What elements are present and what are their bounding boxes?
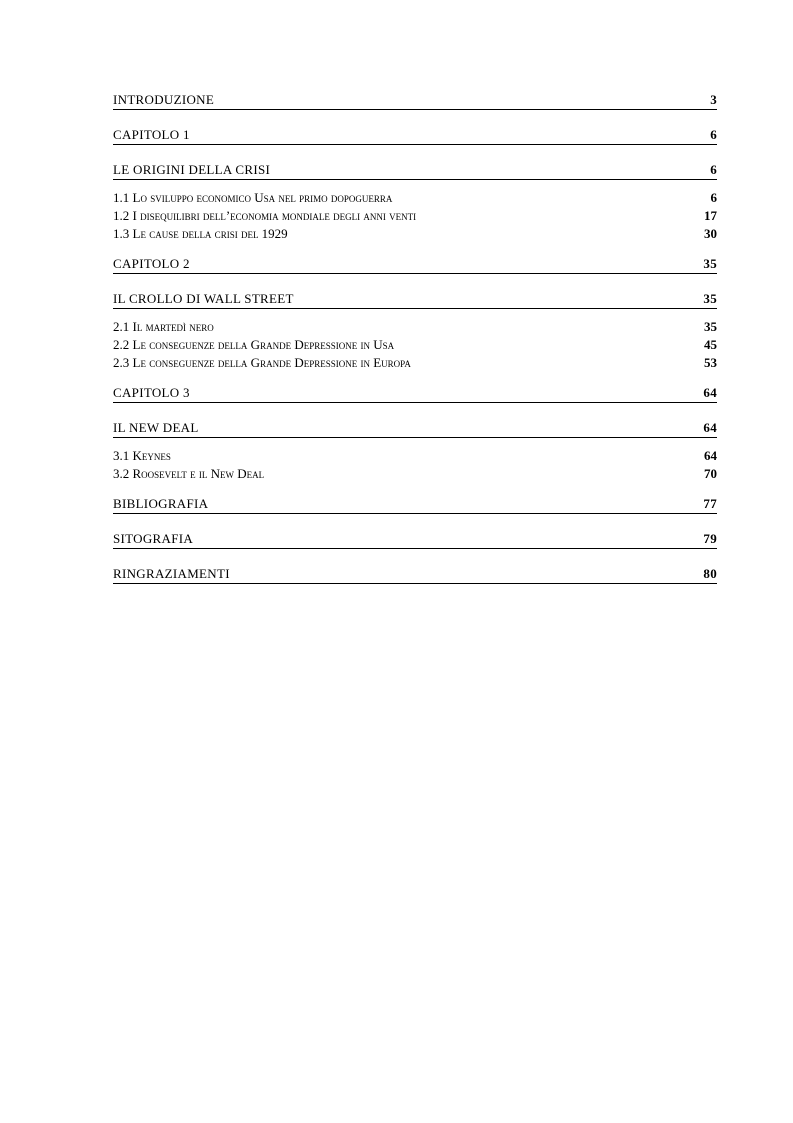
- toc-entry-page: 79: [703, 531, 717, 546]
- toc-subentry-3-2[interactable]: [113, 465, 717, 483]
- toc-entry-page: 70: [704, 466, 717, 481]
- toc-subentry-2-2[interactable]: [113, 336, 717, 354]
- toc-entry-title: IL CROLLO DI WALL STREET: [113, 291, 294, 306]
- toc-subentry-1-1[interactable]: [113, 189, 717, 207]
- toc-entry-title: RINGRAZIAMENTI: [113, 566, 230, 581]
- toc-entry-page: 17: [704, 208, 717, 223]
- toc-entry-page: 80: [703, 566, 717, 581]
- toc-entry-title: CAPITOLO 2: [113, 256, 190, 271]
- toc-subentry-1-2[interactable]: [113, 207, 717, 225]
- toc-entry-title: 1.2 I disequilibri dell’economia mondiale degli anni venti: [113, 208, 417, 223]
- toc-entry-page: 77: [703, 496, 717, 511]
- toc-entry-title: 2.3 Le conseguenze della Grande Depressione in Europa: [113, 355, 411, 370]
- toc-entry-capitolo-1[interactable]: [113, 127, 717, 145]
- toc-entry-page: 3: [710, 92, 717, 107]
- toc-entry-title: 1.1 Lo sviluppo economico Usa nel primo dopoguerra: [113, 190, 393, 205]
- toc-entry-title: 2.1 Il martedì nero: [113, 319, 214, 334]
- toc-entry-page: 6: [710, 162, 717, 177]
- toc-entry-title: CAPITOLO 1: [113, 127, 190, 142]
- toc-entry-capitolo-3[interactable]: [113, 385, 717, 403]
- toc-entry-page: 35: [704, 319, 717, 334]
- toc-entry-title: IL NEW DEAL: [113, 420, 199, 435]
- toc-entry-title: BIBLIOGRAFIA: [113, 496, 209, 511]
- toc-entry-title: 2.2 Le conseguenze della Grande Depressione in Usa: [113, 337, 395, 352]
- toc-subentry-1-3[interactable]: [113, 225, 717, 243]
- toc-subentry-2-1[interactable]: [113, 318, 717, 336]
- toc-entry-page: 6: [710, 127, 717, 142]
- toc-entry-title: 3.1 Keynes: [113, 448, 171, 463]
- table-of-contents: [113, 92, 717, 584]
- toc-entry-sitografia[interactable]: [113, 531, 717, 549]
- toc-entry-title: INTRODUZIONE: [113, 92, 215, 107]
- toc-entry-page: 35: [703, 291, 717, 306]
- toc-entry-bibliografia[interactable]: [113, 496, 717, 514]
- toc-entry-page: 45: [704, 337, 717, 352]
- toc-entry-title: LE ORIGINI DELLA CRISI: [113, 162, 271, 177]
- toc-entry-title: CAPITOLO 3: [113, 385, 190, 400]
- toc-entry-page: 64: [703, 420, 717, 435]
- toc-entry-title: SITOGRAFIA: [113, 531, 194, 546]
- toc-entry-il-new-deal[interactable]: [113, 420, 717, 438]
- toc-entry-page: 30: [704, 226, 717, 241]
- toc-entry-page: 35: [703, 256, 717, 271]
- toc-subentry-3-1[interactable]: [113, 447, 717, 465]
- toc-entry-page: 53: [704, 355, 717, 370]
- toc-entry-page: 64: [704, 448, 717, 463]
- toc-entry-page: 64: [703, 385, 717, 400]
- toc-entry-ringraziamenti[interactable]: [113, 566, 717, 584]
- toc-entry-il-crollo-di-wall-street[interactable]: [113, 291, 717, 309]
- toc-entry-title: 3.2 Roosevelt e il New Deal: [113, 466, 265, 481]
- toc-subentry-2-3[interactable]: [113, 354, 717, 372]
- toc-entry-page: 6: [710, 190, 717, 205]
- toc-entry-le-origini-della-crisi[interactable]: [113, 162, 717, 180]
- toc-entry-title: 1.3 Le cause della crisi del 1929: [113, 226, 288, 241]
- toc-entry-introduzione[interactable]: [113, 92, 717, 110]
- toc-entry-capitolo-2[interactable]: [113, 256, 717, 274]
